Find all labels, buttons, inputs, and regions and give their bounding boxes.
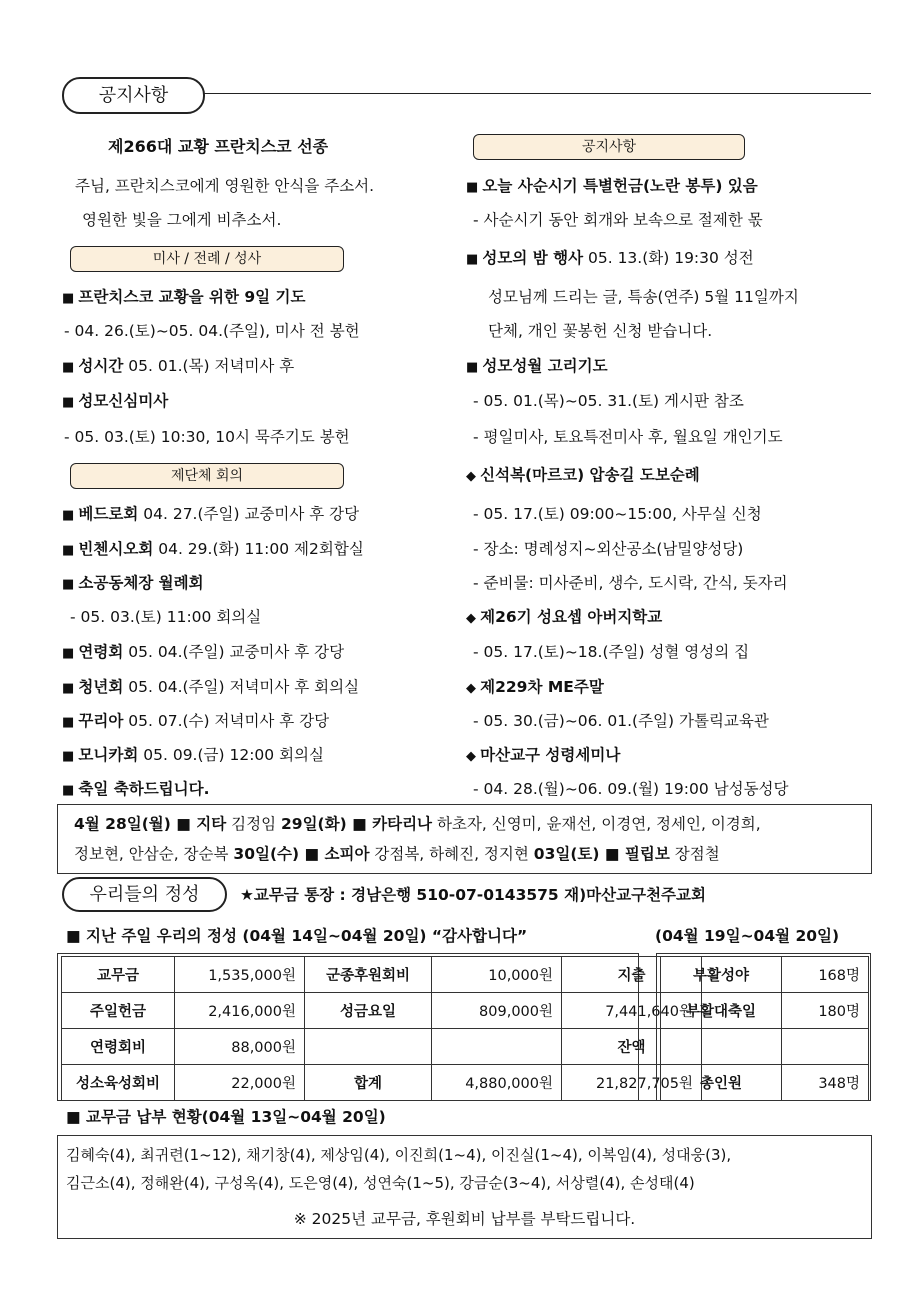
right-notice-item bbox=[466, 464, 700, 488]
feast-names: 강점복, 하혜진, 정지현 bbox=[369, 845, 534, 863]
right-notice-item bbox=[488, 320, 712, 342]
table-cell: 부활대축일 bbox=[661, 993, 782, 1029]
item-detail: - 04. 28.(월)~06. 09.(월) 19:00 남성동성당 bbox=[473, 780, 789, 798]
dues-note: ※ 2025년 교무금, 후원회비 납부를 부탁드립니다. bbox=[293, 1210, 636, 1228]
right-notice-item bbox=[466, 676, 604, 700]
item-detail: - 준비물: 미사준비, 생수, 도시락, 간식, 돗자리 bbox=[473, 574, 788, 592]
item-detail: 05. 04.(주일) 교중미사 후 강당 bbox=[123, 643, 345, 661]
right-notice-item bbox=[473, 572, 788, 594]
pope-title: 제266대 교황 프란치스코 선종 bbox=[108, 137, 329, 156]
right-notice-item bbox=[466, 606, 662, 630]
right-notice-item bbox=[473, 426, 783, 448]
offering-label: 우리들의 정성 bbox=[89, 884, 200, 905]
bullet-mark: ◆ bbox=[466, 469, 481, 484]
item-title: 제26기 성요셉 아버지학교 bbox=[480, 608, 663, 626]
bullet-mark: ◆ bbox=[466, 611, 481, 626]
table-cell: 연령회비 bbox=[62, 1029, 175, 1065]
item-title: 제229차 ME주말 bbox=[480, 678, 604, 696]
mass-item bbox=[62, 355, 294, 379]
group-item bbox=[62, 744, 324, 768]
bullet-mark: ■ bbox=[62, 291, 79, 306]
item-title: 성시간 bbox=[78, 357, 124, 375]
table-cell: 2,416,000원 bbox=[175, 993, 305, 1029]
table-row bbox=[62, 1065, 702, 1101]
table-cell: 10,000원 bbox=[432, 957, 562, 993]
item-detail: - 05. 03.(토) 10:30, 10시 묵주기도 봉헌 bbox=[64, 428, 350, 446]
feast-names: 하초자, 신영미, 윤재선, 이경연, 정세인, 이경희, bbox=[432, 815, 761, 833]
item-title: 꾸리아 bbox=[78, 712, 124, 730]
item-detail: 05. 13.(화) 19:30 성전 bbox=[583, 249, 754, 267]
table-cell: 22,000원 bbox=[175, 1065, 305, 1101]
right-notice-item bbox=[466, 744, 620, 768]
attendance-table bbox=[660, 956, 869, 1101]
table-row bbox=[661, 1065, 869, 1101]
item-detail: - 평일미사, 토요특전미사 후, 월요일 개인기도 bbox=[473, 428, 783, 446]
table-cell bbox=[661, 1029, 782, 1065]
feast-names: 김정임 bbox=[226, 815, 282, 833]
table-cell: 7,441,640원 bbox=[562, 993, 702, 1029]
group-item bbox=[70, 606, 261, 628]
item-detail: - 05. 17.(토) 09:00~15:00, 사무실 신청 bbox=[473, 505, 762, 523]
right-notice-item bbox=[473, 778, 788, 800]
feast-names: 장점철 bbox=[669, 845, 720, 863]
item-detail: 단체, 개인 꽃봉헌 신청 받습니다. bbox=[488, 322, 713, 340]
item-detail: - 장소: 명례성지~외산공소(남밀양성당) bbox=[473, 540, 744, 558]
feast-names: 정보현, 안삼순, 장순복 bbox=[74, 845, 234, 863]
item-detail: - 05. 30.(금)~06. 01.(주일) 가톨릭교육관 bbox=[473, 712, 769, 730]
feast-row-1 bbox=[74, 813, 761, 835]
table-cell: 총인원 bbox=[661, 1065, 782, 1101]
mass-item bbox=[64, 426, 350, 448]
group-item bbox=[62, 538, 364, 562]
table-row bbox=[661, 957, 869, 993]
bullet-mark: ■ bbox=[62, 646, 79, 661]
table-cell: 합계 bbox=[305, 1065, 432, 1101]
bullet-mark: ■ bbox=[62, 681, 79, 696]
item-detail: - 사순시기 동안 회개와 보속으로 절제한 몫 bbox=[473, 211, 763, 229]
bullet-mark: ■ bbox=[62, 543, 79, 558]
item-title: 마산교구 성령세미나 bbox=[480, 746, 621, 764]
table-cell: 잔액 bbox=[562, 1029, 702, 1065]
bullet-mark: ◆ bbox=[466, 681, 481, 696]
week-offering-title: ■ 지난 주일 우리의 정성 (04월 14일~04월 20일) “감사합니다” bbox=[66, 927, 528, 945]
bullet-mark: ■ bbox=[62, 395, 79, 410]
right-notice-label: 공지사항 bbox=[581, 139, 637, 155]
item-title: 성모성월 고리기도 bbox=[482, 357, 608, 375]
group-item bbox=[62, 676, 359, 700]
item-title: 신석복(마르코) 압송길 도보순례 bbox=[480, 466, 700, 484]
table-cell: 180명 bbox=[782, 993, 869, 1029]
item-title: 오늘 사순시기 특별헌금(노란 봉투) 있음 bbox=[482, 177, 758, 195]
mass-item bbox=[62, 390, 168, 414]
bullet-mark: ◆ bbox=[466, 749, 481, 764]
item-title: 연령회 bbox=[78, 643, 124, 661]
table-cell: 군종후원회비 bbox=[305, 957, 432, 993]
bullet-mark: ■ bbox=[62, 508, 79, 523]
item-detail: - 05. 01.(목)~05. 31.(토) 게시판 참조 bbox=[473, 392, 744, 410]
dues-line-1: 김혜숙(4), 최귀련(1~12), 채기창(4), 제상임(4), 이진희(1~4), 이진실(1~4), 이복임(4), 성대웅(3), bbox=[66, 1146, 732, 1164]
dues-title: ■ 교무금 납부 현황(04월 13일~04월 20일) bbox=[66, 1108, 386, 1126]
notice-section-label: 공지사항 bbox=[98, 85, 169, 106]
table-row bbox=[661, 1029, 869, 1065]
table-row bbox=[661, 993, 869, 1029]
feast-saint: 03일(토) ■ 필립보 bbox=[533, 845, 670, 863]
attendance-title: (04월 19일~04월 20일) bbox=[655, 927, 840, 945]
table-row bbox=[62, 1029, 702, 1065]
table-cell: 168명 bbox=[782, 957, 869, 993]
bullet-mark: ■ bbox=[62, 783, 79, 798]
notice-section-pill bbox=[62, 77, 205, 114]
table-cell bbox=[432, 1029, 562, 1065]
table-cell bbox=[305, 1029, 432, 1065]
feast-row-2 bbox=[74, 843, 720, 865]
bullet-mark: ■ bbox=[62, 749, 79, 764]
right-notice-item bbox=[473, 503, 762, 525]
group-item bbox=[62, 572, 204, 596]
group-item bbox=[62, 641, 344, 665]
item-detail: 04. 27.(주일) 교중미사 후 강당 bbox=[138, 505, 360, 523]
item-title: 성모의 밤 행사 bbox=[482, 249, 584, 267]
group-item bbox=[62, 710, 329, 734]
item-detail: 05. 01.(목) 저녁미사 후 bbox=[123, 357, 295, 375]
table-cell: 지출 bbox=[562, 957, 702, 993]
item-title: 성모신심미사 bbox=[78, 392, 169, 410]
table-row bbox=[62, 957, 702, 993]
right-notice-item bbox=[473, 390, 744, 412]
table-cell: 809,000원 bbox=[432, 993, 562, 1029]
group-item bbox=[62, 503, 359, 527]
item-title: 빈첸시오회 bbox=[78, 540, 154, 558]
mass-liturgy-pill bbox=[70, 246, 344, 272]
table-cell bbox=[782, 1029, 869, 1065]
item-detail: - 05. 03.(토) 11:00 회의실 bbox=[70, 608, 262, 626]
mass-item bbox=[62, 286, 305, 310]
item-title: 청년회 bbox=[78, 678, 124, 696]
item-title: 축일 축하드립니다. bbox=[78, 780, 210, 798]
bullet-mark: ■ bbox=[62, 715, 79, 730]
offering-table bbox=[61, 956, 702, 1101]
group-meeting-label: 제단체 회의 bbox=[170, 468, 244, 484]
item-detail: 05. 07.(수) 저녁미사 후 강당 bbox=[123, 712, 330, 730]
bullet-mark: ■ bbox=[466, 252, 483, 267]
right-notice-item bbox=[473, 209, 763, 231]
item-title: 프란치스코 교황을 위한 9일 기도 bbox=[78, 288, 306, 306]
table-cell: 부활성야 bbox=[661, 957, 782, 993]
item-title: 모니카회 bbox=[78, 746, 139, 764]
right-notice-item bbox=[466, 247, 754, 271]
dues-box bbox=[57, 1135, 872, 1239]
dues-line-2: 김근소(4), 정해완(4), 구성옥(4), 도은영(4), 성연숙(1~5), 강금순(3~4), 서상렬(4), 손성태(4) bbox=[66, 1174, 695, 1192]
bullet-mark: ■ bbox=[466, 360, 483, 375]
feast-saint: 4월 28일(월) ■ 지타 bbox=[74, 815, 227, 833]
bank-account: ★교무금 통장 : 경남은행 510-07-0143575 재)마산교구천주교회 bbox=[240, 886, 706, 904]
table-cell: 교무금 bbox=[62, 957, 175, 993]
right-notice-item bbox=[473, 538, 743, 560]
item-detail: 05. 04.(주일) 저녁미사 후 회의실 bbox=[123, 678, 360, 696]
table-cell: 주일헌금 bbox=[62, 993, 175, 1029]
group-meeting-pill bbox=[70, 463, 344, 489]
table-cell: 성소육성회비 bbox=[62, 1065, 175, 1101]
table-cell: 88,000원 bbox=[175, 1029, 305, 1065]
item-detail: 04. 29.(화) 11:00 제2회합실 bbox=[153, 540, 364, 558]
item-title: 베드로회 bbox=[78, 505, 139, 523]
item-detail: - 04. 26.(토)~05. 04.(주일), 미사 전 봉헌 bbox=[64, 322, 360, 340]
right-notice-item bbox=[473, 710, 769, 732]
table-cell: 성금요일 bbox=[305, 993, 432, 1029]
feast-box bbox=[57, 804, 872, 874]
mass-liturgy-label: 미사 / 전례 / 성사 bbox=[152, 251, 262, 267]
item-detail: - 05. 17.(토)~18.(주일) 성혈 영성의 집 bbox=[473, 643, 750, 661]
group-item bbox=[62, 778, 210, 802]
table-row bbox=[62, 993, 702, 1029]
bullet-mark: ■ bbox=[62, 360, 79, 375]
bullet-mark: ■ bbox=[62, 577, 79, 592]
table-cell: 348명 bbox=[782, 1065, 869, 1101]
right-notice-pill bbox=[473, 134, 745, 160]
table-cell: 21,827,705원 bbox=[562, 1065, 702, 1101]
table-cell: 1,535,000원 bbox=[175, 957, 305, 993]
right-notice-item bbox=[466, 355, 608, 379]
bullet-mark: ■ bbox=[466, 180, 483, 195]
feast-saint: 29일(화) ■ 카타리나 bbox=[281, 815, 433, 833]
item-detail: 성모님께 드리는 글, 특송(연주) 5월 11일까지 bbox=[488, 288, 799, 306]
header-divider bbox=[203, 93, 871, 94]
item-title: 소공동체장 월례회 bbox=[78, 574, 204, 592]
right-notice-item bbox=[473, 641, 749, 663]
offering-pill bbox=[62, 877, 227, 912]
item-detail: 05. 09.(금) 12:00 회의실 bbox=[138, 746, 324, 764]
pope-prayer-line-2: 영원한 빛을 그에게 비추소서. bbox=[82, 211, 282, 229]
right-notice-item bbox=[488, 286, 799, 308]
right-notice-item bbox=[466, 175, 758, 199]
feast-saint: 30일(수) ■ 소피아 bbox=[233, 845, 370, 863]
pope-prayer-line-1: 주님, 프란치스코에게 영원한 안식을 주소서. bbox=[75, 177, 375, 195]
table-cell: 4,880,000원 bbox=[432, 1065, 562, 1101]
mass-item bbox=[64, 320, 360, 342]
